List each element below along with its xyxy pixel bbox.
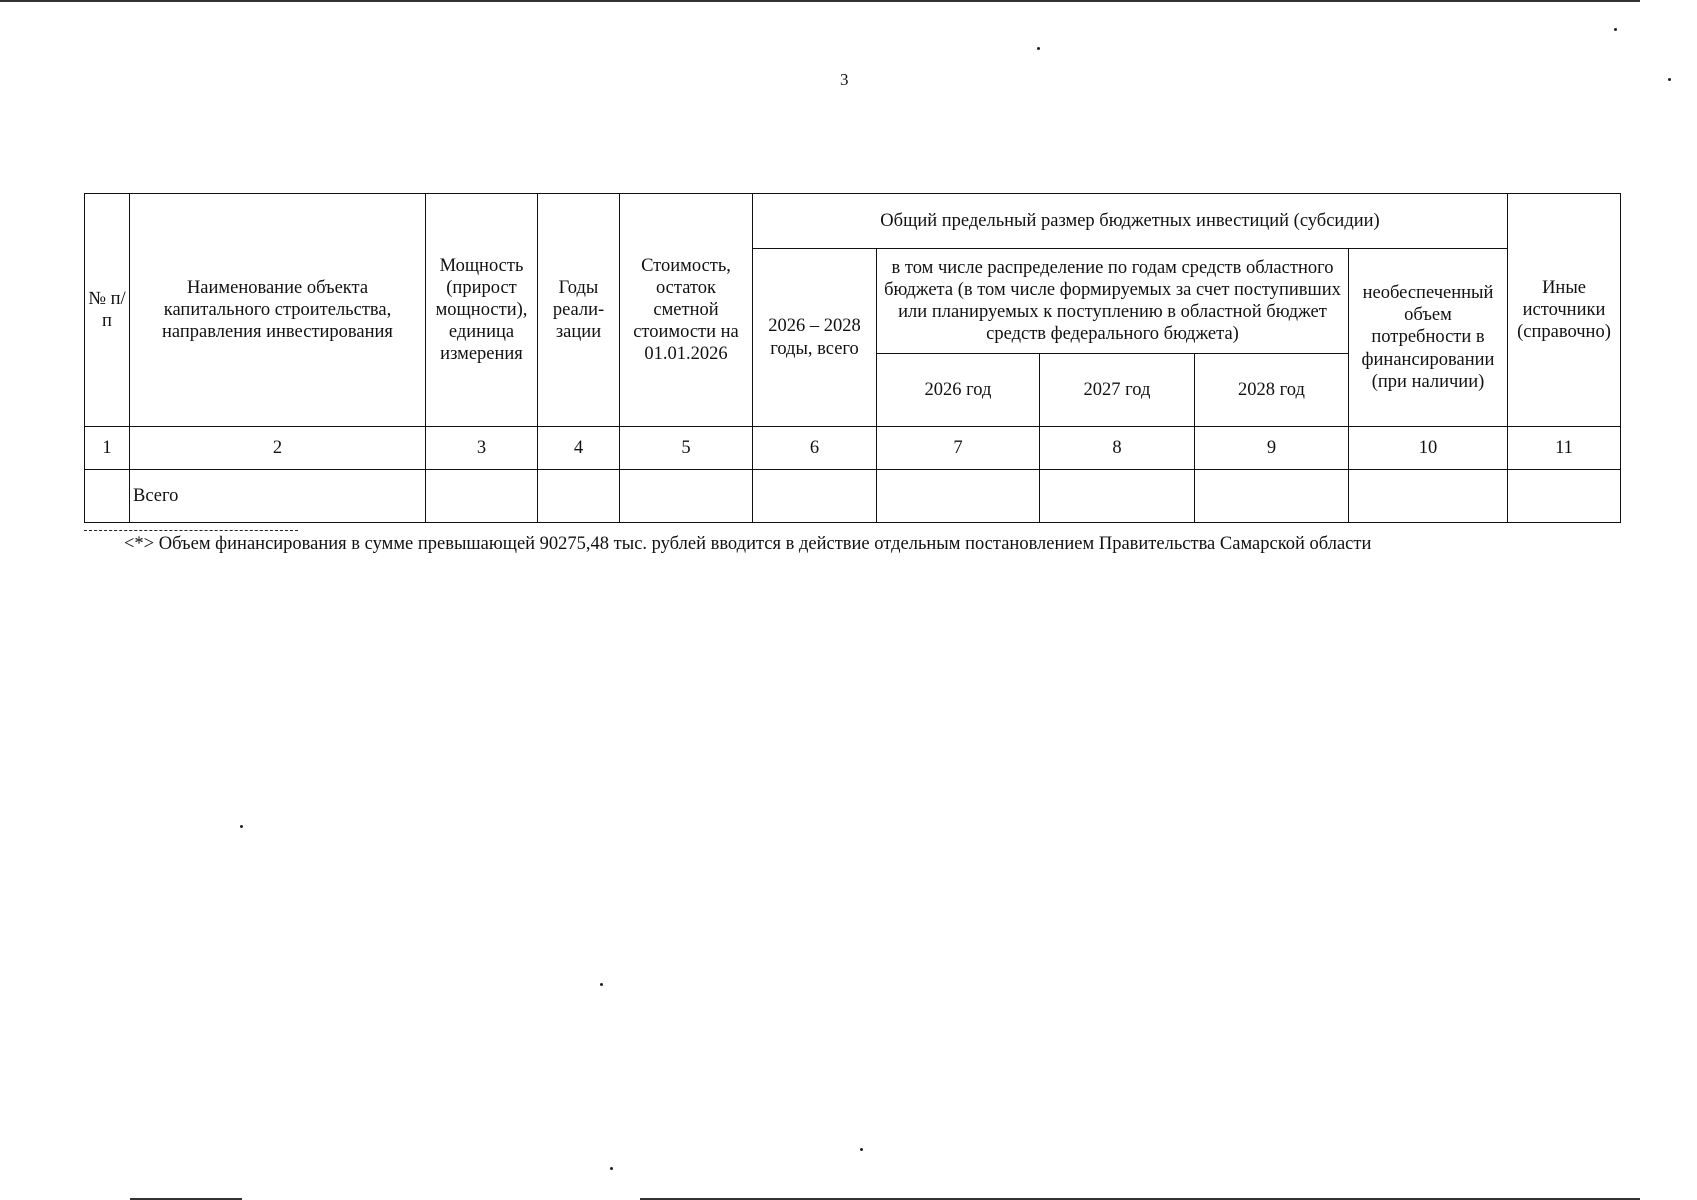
total-cell [85,470,130,523]
budget-investment-table [84,193,1621,523]
header-no: № п/п [85,194,130,427]
column-number: 1 [85,427,130,470]
header-row-1 [85,194,1621,249]
scan-speck [860,1148,863,1151]
header-years: Годы реали-зации [538,194,620,427]
scan-speck [1037,47,1040,50]
column-number: 2 [130,427,426,470]
column-number: 9 [1195,427,1349,470]
total-row [85,470,1621,523]
total-cell [426,470,538,523]
header-object-name: Наименование объекта капитального строительства, направления инвестирования [130,194,426,427]
header-other-sources: Иные источники (справочно) [1508,194,1621,427]
footnote: <*> Объем финансирования в сумме превышающей 90275,48 тыс. рублей вводится в действие отдельным постановлением Правительства Самарской области [124,534,1372,554]
scan-speck [610,1167,613,1170]
header-total-investment-group: Общий предельный размер бюджетных инвестиций (субсидии) [753,194,1508,249]
column-number: 10 [1349,427,1508,470]
total-cell [1349,470,1508,523]
total-cell [877,470,1040,523]
total-cell [753,470,877,523]
column-number: 4 [538,427,620,470]
column-number: 3 [426,427,538,470]
header-unsecured: необеспеченный объем потребности в финансировании (при наличии) [1349,249,1508,427]
column-number: 8 [1040,427,1195,470]
page-number: 3 [840,70,849,89]
column-number: 5 [620,427,753,470]
header-total-period: 2026 – 2028 годы, всего [753,249,877,427]
footnote-separator [84,530,298,531]
total-cell [1040,470,1195,523]
scan-speck [1668,78,1671,81]
column-number: 11 [1508,427,1621,470]
scan-speck [600,983,603,986]
column-number: 6 [753,427,877,470]
total-cell [538,470,620,523]
top-scan-edge [0,0,1640,2]
header-cost: Стоимость, остаток сметной стоимости на 01.01.2026 [620,194,753,427]
total-cell [1195,470,1349,523]
scan-speck [240,825,243,828]
total-cell [620,470,753,523]
header-distribution-group: в том числе распределение по годам средств областного бюджета (в том числе формируемых за счет поступивших или планируемых к поступлению в областной бюджет средств федерального бюджета) [877,249,1349,354]
total-label: Всего [130,470,426,523]
column-number-row [85,427,1621,470]
header-capacity: Мощность (прирост мощности), единица измерения [426,194,538,427]
header-year-2026: 2026 год [877,354,1040,427]
scan-speck [1614,28,1617,31]
header-year-2028: 2028 год [1195,354,1349,427]
column-number: 7 [877,427,1040,470]
total-cell [1508,470,1621,523]
header-year-2027: 2027 год [1040,354,1195,427]
